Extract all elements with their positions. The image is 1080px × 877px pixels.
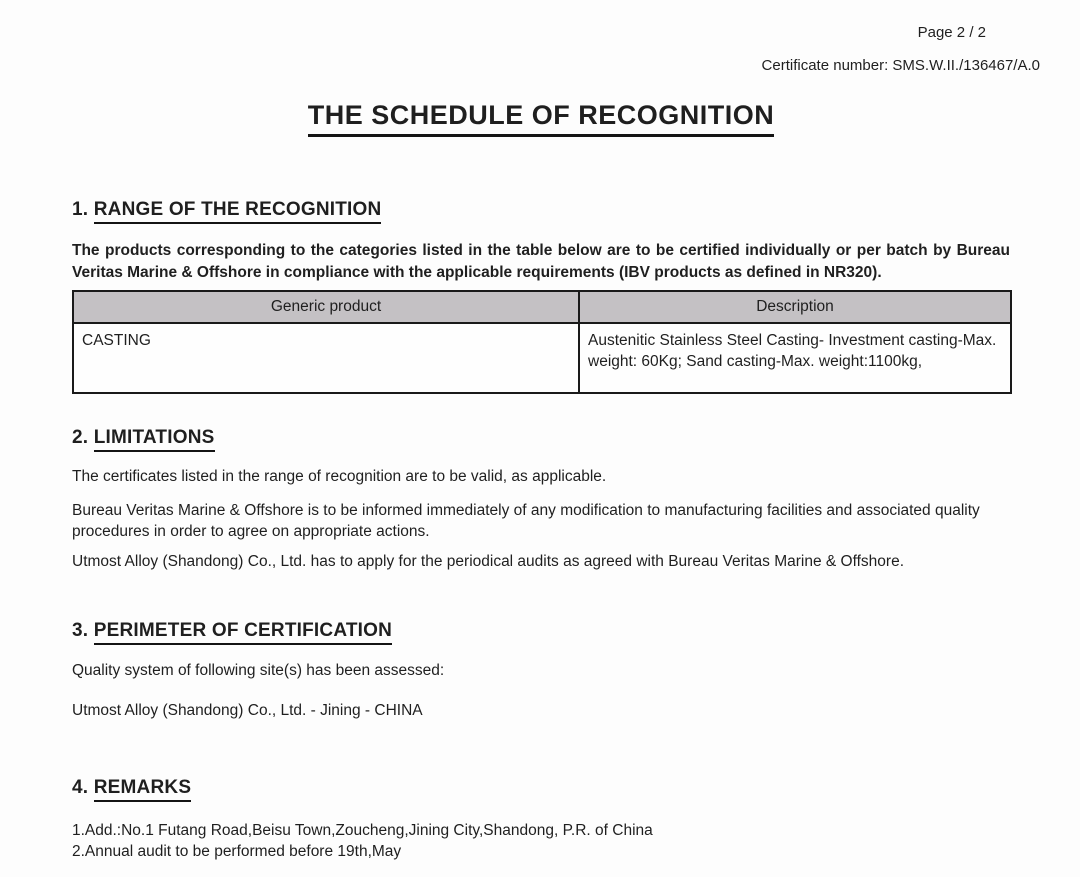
generic-product-cell: CASTING [73,323,579,393]
section-2-paragraph-1: The certificates listed in the range of recognition are to be valid, as applicable. [72,468,607,485]
section-3-number: 3. [72,620,89,641]
section-2-heading [72,427,1010,452]
section-1-heading-text: RANGE OF THE RECOGNITION [94,199,382,224]
section-3-paragraph-2: Utmost Alloy (Shandong) Co., Ltd. - Jining - CHINA [72,702,423,719]
section-3-heading [72,620,1010,645]
section-3-paragraph-1: Quality system of following site(s) has been assessed: [72,662,445,679]
section-3-heading-text: PERIMETER OF CERTIFICATION [94,620,392,645]
certificate-number: Certificate number: SMS.W.II./136467/A.0 [761,57,1040,74]
description-cell: Austenitic Stainless Steel Casting- Investment casting-Max. weight: 60Kg; Sand casting-Max. weight:1100kg, [579,323,1011,393]
section-4-number: 4. [72,777,89,798]
document-title-text: THE SCHEDULE OF RECOGNITION [308,100,775,137]
section-2-number: 2. [72,427,89,448]
remark-line-1: 1.Add.:No.1 Futang Road,Beisu Town,Zoucheng,Jining City,Shandong, P.R. of China [72,822,653,839]
section-2-paragraph-3: Utmost Alloy (Shandong) Co., Ltd. has to apply for the periodical audits as agreed with Bureau Veritas Marine & Offshore. [72,553,904,570]
section-1-number: 1. [72,199,89,220]
recognition-table [72,290,1012,394]
section-1-intro-paragraph: The products corresponding to the categories listed in the table below are to be certified individually or per batch by Bureau Veritas Marine & Offshore in compliance with the applicable requirements (IBV products as defined in NR320). [72,242,1010,281]
document-title [72,100,1010,137]
section-2-paragraph-2: Bureau Veritas Marine & Offshore is to be informed immediately of any modification to manufacturing facilities and associated quality procedures in order to agree on appropriate actions. [72,502,980,540]
section-2-heading-text: LIMITATIONS [94,427,215,452]
document-header [72,24,1040,74]
section-1-heading [72,199,1010,224]
description-column-header: Description [579,291,1011,323]
generic-product-column-header: Generic product [73,291,579,323]
section-4-remarks [72,820,1010,862]
recognition-table-row [73,323,1011,393]
section-4-heading [72,777,1010,802]
remark-line-2: 2.Annual audit to be performed before 19th,May [72,843,402,860]
recognition-table-header-row [73,291,1011,323]
section-4-heading-text: REMARKS [94,777,191,802]
page-number: Page 2 / 2 [917,24,986,41]
